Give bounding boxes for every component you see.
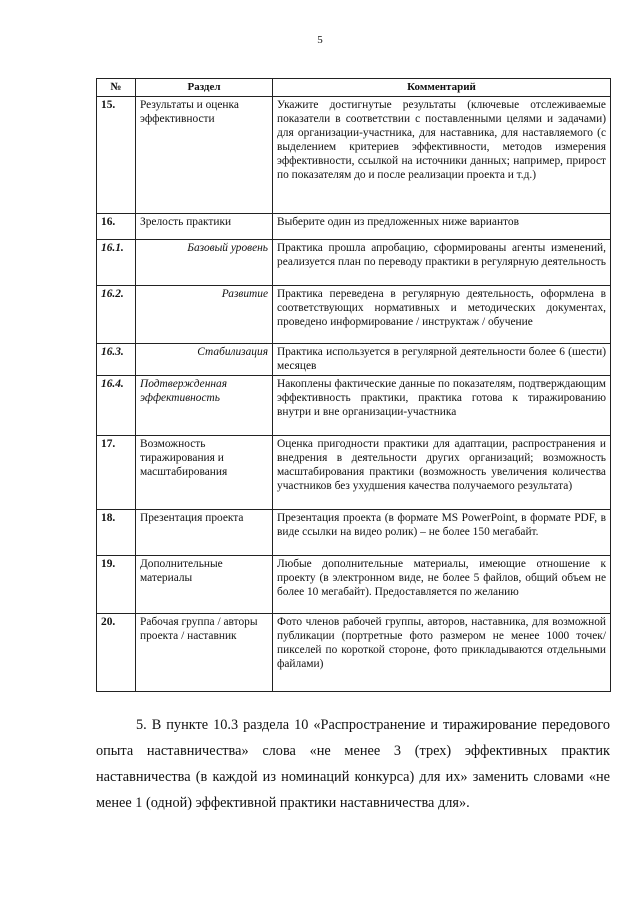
row-comment: Практика прошла апробацию, сформированы агенты изменений, реализуется план по переводу практики в регулярную деятельность bbox=[273, 240, 611, 286]
row-section: Стабилизация bbox=[136, 344, 273, 376]
row-comment: Практика переведена в регулярную деятельность, оформлена в соответствующих нормативных и методических документах, проведено информирование / инструктаж / обучение bbox=[273, 286, 611, 344]
row-comment: Укажите достигнутые результаты (ключевые отслеживаемые показатели в соответствии с поставленными целями и задачами) для организации-участника, для наставника, для наставляемого (с выделением критериев эффективности, методов измерения эффективности, ссылкой на источники данных; например, прирост по показателям до и после реализации проекта и т.д.) bbox=[273, 97, 611, 214]
table-row bbox=[97, 344, 611, 376]
row-number: 16.1. bbox=[97, 240, 136, 286]
row-comment: Накоплены фактические данные по показателям, подтверждающим эффективность практики, практика готова к тиражированию внутри и вне организации-участника bbox=[273, 376, 611, 436]
row-number: 16.4. bbox=[97, 376, 136, 436]
table-row bbox=[97, 556, 611, 614]
row-number: 16.2. bbox=[97, 286, 136, 344]
row-section: Подтвержденная эффективность bbox=[136, 376, 273, 436]
table-row bbox=[97, 97, 611, 214]
amendment-paragraph bbox=[96, 712, 610, 816]
table-header-row bbox=[97, 79, 611, 97]
table-row bbox=[97, 614, 611, 692]
row-section: Результаты и оценка эффективности bbox=[136, 97, 273, 214]
nomination-requirements-table bbox=[96, 78, 611, 692]
row-section: Презентация проекта bbox=[136, 510, 273, 556]
table-row bbox=[97, 240, 611, 286]
page-number: 5 bbox=[317, 34, 323, 46]
row-section: Дополнительные материалы bbox=[136, 556, 273, 614]
row-comment: Презентация проекта (в формате MS PowerPoint, в формате PDF, в виде ссылки на видео ролик) – не более 150 мегабайт. bbox=[273, 510, 611, 556]
header-section: Раздел bbox=[136, 79, 273, 97]
row-number: 17. bbox=[97, 436, 136, 510]
row-section: Рабочая группа / авторы проекта / наставник bbox=[136, 614, 273, 692]
table-row bbox=[97, 510, 611, 556]
table-row bbox=[97, 436, 611, 510]
row-comment: Фото членов рабочей группы, авторов, наставника, для возможной публикации (портретные фото размером не менее 1000 точек/пикселей по короткой стороне, фото прикладываются отдельными файлами) bbox=[273, 614, 611, 692]
row-comment: Практика используется в регулярной деятельности более 6 (шести) месяцев bbox=[273, 344, 611, 376]
table-row bbox=[97, 286, 611, 344]
table-row bbox=[97, 376, 611, 436]
row-section: Возможность тиражирования и масштабирования bbox=[136, 436, 273, 510]
paragraph-text: 5. В пункте 10.3 раздела 10 «Распространение и тиражирование передового опыта наставничества» слова «не менее 3 (трех) эффективных практик наставничества (в каждой из номинаций конкурса) для их» заменить словами «не менее 1 (одной) эффективной практики наставничества для». bbox=[96, 717, 610, 811]
row-comment: Выберите один из предложенных ниже вариантов bbox=[273, 214, 611, 240]
header-comment: Комментарий bbox=[273, 79, 611, 97]
row-number: 18. bbox=[97, 510, 136, 556]
table-row bbox=[97, 214, 611, 240]
row-number: 19. bbox=[97, 556, 136, 614]
row-number: 16.3. bbox=[97, 344, 136, 376]
row-comment: Оценка пригодности практики для адаптации, распространения и внедрения в деятельности других организаций; возможность масштабирования практики (возможность увеличения количества участников без ухудшения качества получаемого результата) bbox=[273, 436, 611, 510]
header-number: № bbox=[97, 79, 136, 97]
row-number: 16. bbox=[97, 214, 136, 240]
row-comment: Любые дополнительные материалы, имеющие отношение к проекту (в электронном виде, не более 5 файлов, общий объем не более 10 мегабайт). Предоставляется по желанию bbox=[273, 556, 611, 614]
row-section: Зрелость практики bbox=[136, 214, 273, 240]
row-number: 20. bbox=[97, 614, 136, 692]
row-section: Развитие bbox=[136, 286, 273, 344]
row-section: Базовый уровень bbox=[136, 240, 273, 286]
row-number: 15. bbox=[97, 97, 136, 214]
